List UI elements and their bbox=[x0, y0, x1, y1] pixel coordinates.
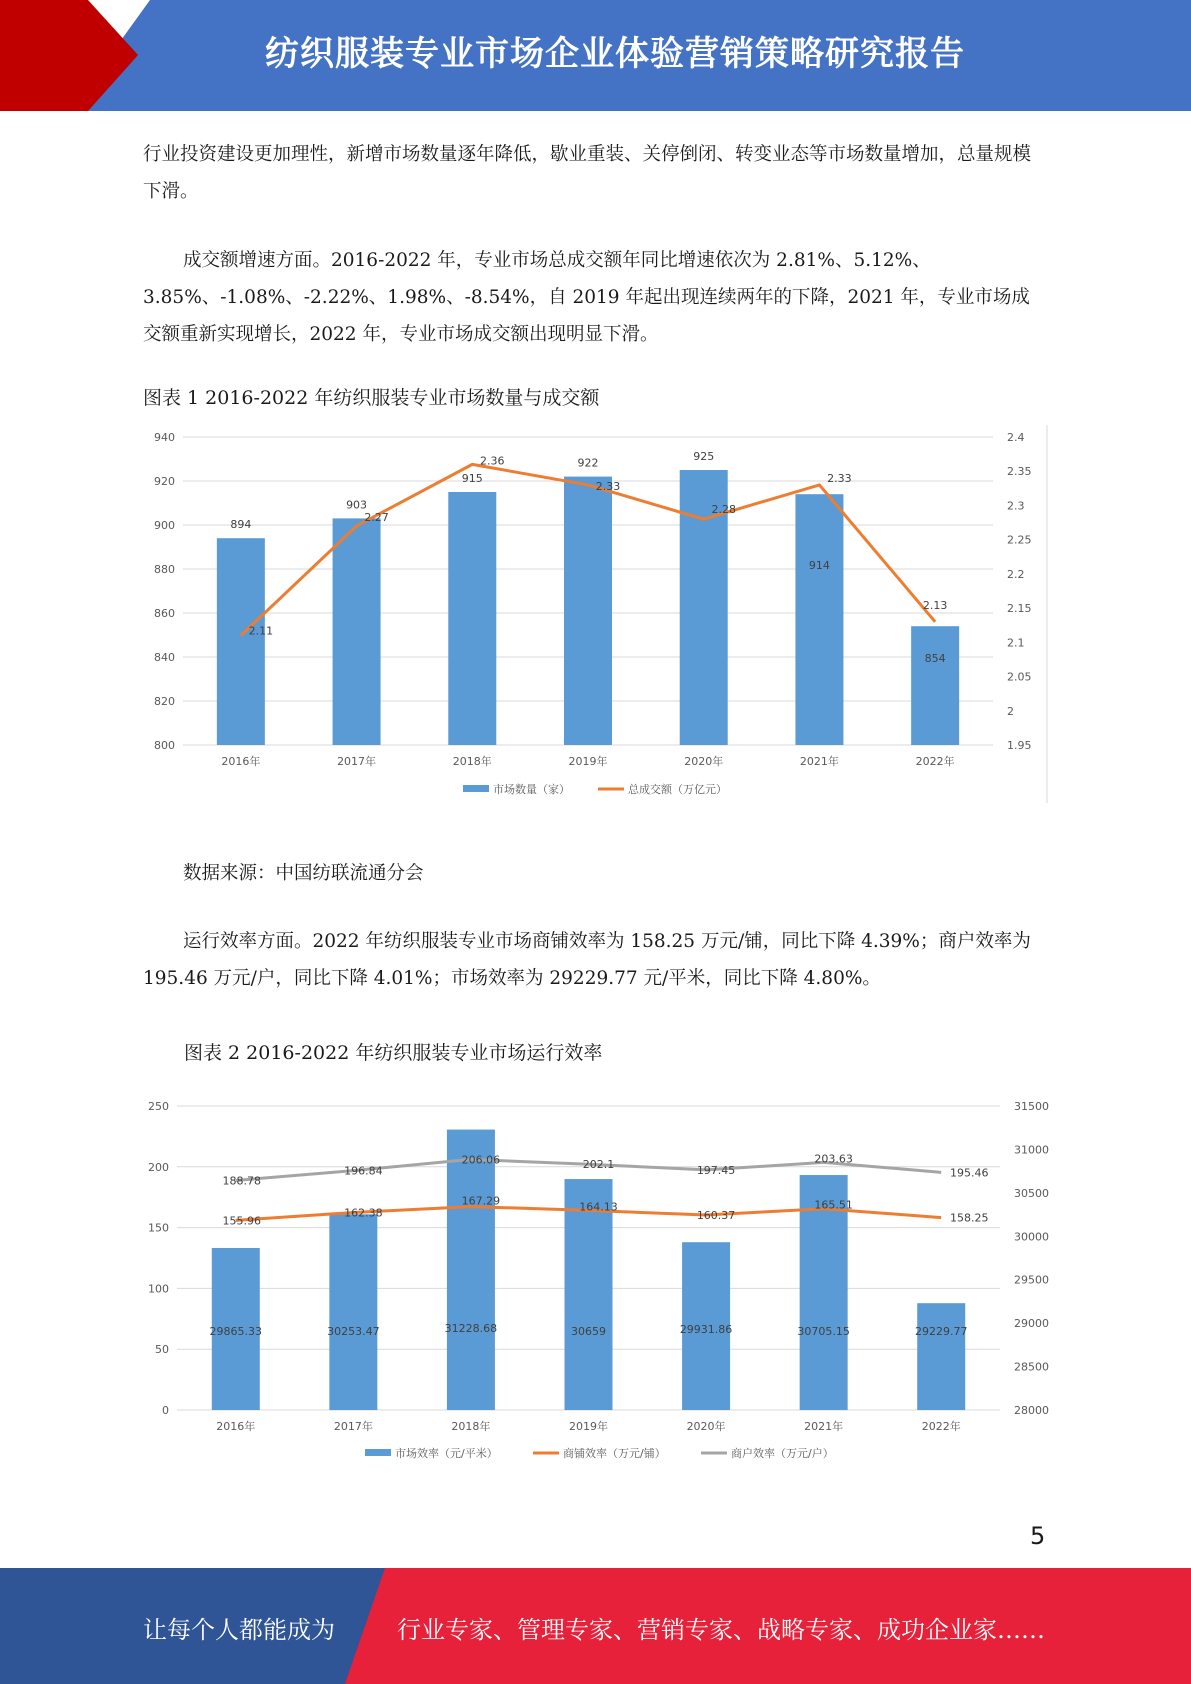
y-left-tick-label: 50 bbox=[155, 1343, 169, 1357]
chart2-caption: 图表 2 2016-2022 年纺织服装专业市场运行效率 bbox=[184, 1042, 603, 1064]
bar bbox=[917, 1303, 965, 1410]
chart-operating-efficiency bbox=[140, 1090, 1060, 1470]
bar bbox=[564, 477, 612, 745]
line-data-label: 206.06 bbox=[461, 1153, 501, 1167]
line-data-label: 160.37 bbox=[696, 1208, 736, 1222]
bar bbox=[795, 494, 843, 745]
bar-data-label: 894 bbox=[230, 518, 252, 532]
line-data-label: 203.63 bbox=[814, 1152, 853, 1166]
bar-data-label: 31228.68 bbox=[444, 1322, 498, 1335]
line-data-label: 158.25 bbox=[949, 1211, 989, 1225]
page-header bbox=[0, 0, 1191, 111]
line-data-label: 162.38 bbox=[344, 1206, 383, 1220]
bar-data-label: 925 bbox=[693, 450, 715, 463]
line-data-label: 188.78 bbox=[222, 1174, 262, 1188]
line-data-label: 197.45 bbox=[696, 1163, 736, 1177]
y-right-tick-label: 28000 bbox=[1014, 1404, 1049, 1417]
y-right-tick-label: 2.25 bbox=[1007, 533, 1032, 547]
legend-swatch bbox=[365, 1449, 391, 1456]
bar bbox=[565, 1179, 613, 1410]
line-data-label: 2.33 bbox=[827, 471, 852, 485]
x-tick-label: 2020年 bbox=[686, 1420, 726, 1433]
chart-market-count-turnover bbox=[140, 420, 1060, 810]
y-left-tick-label: 900 bbox=[154, 519, 175, 532]
y-left-tick-label: 840 bbox=[154, 651, 175, 664]
x-tick-label: 2016年 bbox=[221, 755, 261, 768]
x-tick-label: 2017年 bbox=[337, 755, 377, 768]
x-tick-label: 2017年 bbox=[333, 1420, 373, 1433]
paragraph-market-count: 行业投资建设更加理性，新增市场数量逐年降低，歇业重装、关停倒闭、转变业态等市场数量增加，总量规模下滑。 bbox=[143, 144, 1032, 202]
x-tick-label: 2021年 bbox=[799, 755, 839, 768]
bar-data-label: 915 bbox=[461, 472, 483, 485]
footer-slogan-left: 让每个人都能成为 bbox=[143, 1616, 335, 1644]
y-right-tick-label: 1.95 bbox=[1007, 739, 1032, 752]
line-data-label: 167.29 bbox=[461, 1194, 501, 1208]
legend-entry: 商户效率（万元/户） bbox=[731, 1447, 834, 1460]
line-data-label: 2.33 bbox=[595, 479, 621, 493]
line-data-label: 165.51 bbox=[814, 1198, 853, 1212]
bar bbox=[333, 518, 381, 745]
x-tick-label: 2020年 bbox=[684, 755, 724, 768]
legend-entry: 总成交额（万亿元） bbox=[628, 783, 727, 796]
bar-data-label: 30705.15 bbox=[797, 1325, 850, 1338]
line-data-label: 2.13 bbox=[922, 598, 948, 612]
y-right-tick-label: 2.3 bbox=[1007, 499, 1025, 513]
x-tick-label: 2019年 bbox=[569, 1420, 608, 1433]
y-right-tick-label: 2.15 bbox=[1007, 602, 1032, 616]
line-data-label: 2.36 bbox=[480, 454, 505, 468]
bar-data-label: 903 bbox=[346, 498, 368, 512]
x-tick-label: 2018年 bbox=[451, 1420, 491, 1433]
y-right-tick-label: 30000 bbox=[1014, 1230, 1049, 1244]
y-left-tick-label: 150 bbox=[148, 1221, 169, 1235]
line-data-label: 195.46 bbox=[949, 1166, 989, 1180]
line-data-label: 2.27 bbox=[364, 510, 389, 524]
paragraph-turnover-growth: 成交额增速方面。2016-2022 年，专业市场总成交额年同比增速依次为 2.81%、5.12%、3.85%、-1.08%、-2.22%、1.98%、-8.54%，自 2019 年起出现连续两年的下降，2021 年，专业市场成交额重新实现增长，2022 年，专业市场成交额出现明显下滑。 bbox=[143, 250, 1030, 345]
legend-entry: 商铺效率（万元/铺） bbox=[563, 1447, 666, 1460]
page-number: 5 bbox=[1030, 1522, 1046, 1550]
y-left-tick-label: 250 bbox=[148, 1100, 169, 1113]
y-right-tick-label: 2 bbox=[1007, 704, 1014, 718]
y-left-tick-label: 940 bbox=[154, 431, 175, 444]
bar-data-label: 29931.86 bbox=[679, 1323, 733, 1336]
y-left-tick-label: 200 bbox=[148, 1160, 169, 1174]
x-tick-label: 2021年 bbox=[804, 1420, 844, 1433]
line-data-label: 196.84 bbox=[344, 1164, 383, 1178]
bar bbox=[217, 538, 265, 745]
y-left-tick-label: 880 bbox=[154, 563, 175, 576]
bar-data-label: 914 bbox=[808, 559, 830, 573]
legend-swatch bbox=[463, 785, 489, 792]
legend-entry: 市场数量（家） bbox=[493, 783, 570, 796]
y-right-tick-label: 30500 bbox=[1014, 1186, 1049, 1200]
y-left-tick-label: 100 bbox=[148, 1282, 169, 1296]
report-title: 纺织服装专业市场企业体验营销策略研究报告 bbox=[265, 34, 965, 74]
chart1-caption: 图表 1 2016-2022 年纺织服装专业市场数量与成交额 bbox=[143, 387, 600, 409]
bar bbox=[447, 1130, 495, 1410]
bar-data-label: 922 bbox=[577, 456, 599, 470]
y-right-tick-label: 28500 bbox=[1014, 1360, 1049, 1374]
x-tick-label: 2018年 bbox=[452, 755, 492, 768]
y-right-tick-label: 2.1 bbox=[1007, 636, 1025, 650]
x-tick-label: 2022年 bbox=[915, 755, 955, 768]
y-right-tick-label: 31500 bbox=[1014, 1100, 1049, 1113]
bar-data-label: 29865.33 bbox=[209, 1325, 263, 1338]
bar-data-label: 29229.77 bbox=[914, 1325, 968, 1338]
bar bbox=[911, 626, 959, 745]
footer-slogan-right: 行业专家、管理专家、营销专家、战略专家、成功企业家…… bbox=[397, 1616, 1045, 1644]
bar-data-label: 30253.47 bbox=[327, 1325, 380, 1338]
y-left-tick-label: 820 bbox=[154, 695, 175, 708]
bar-data-label: 854 bbox=[924, 652, 946, 666]
y-left-tick-label: 0 bbox=[162, 1404, 169, 1417]
line-data-label: 202.1 bbox=[582, 1158, 615, 1172]
y-left-tick-label: 800 bbox=[154, 739, 175, 752]
y-right-tick-label: 29500 bbox=[1014, 1273, 1049, 1287]
y-left-tick-label: 860 bbox=[154, 607, 175, 620]
x-tick-label: 2022年 bbox=[921, 1420, 961, 1433]
legend-entry: 市场效率（元/平米） bbox=[395, 1447, 498, 1460]
paragraph-efficiency: 运行效率方面。2022 年纺织服装专业市场商铺效率为 158.25 万元/铺，同比下降 4.39%；商户效率为 195.46 万元/户，同比下降 4.01%；市场效率为 29229.77 元/平米，同比下降 4.80%。 bbox=[143, 931, 1031, 989]
line-data-label: 2.28 bbox=[711, 503, 736, 517]
x-tick-label: 2016年 bbox=[216, 1420, 256, 1433]
page-footer bbox=[0, 1568, 1191, 1684]
bar-data-label: 30659 bbox=[571, 1325, 606, 1338]
y-right-tick-label: 2.05 bbox=[1007, 670, 1032, 684]
line-data-label: 2.11 bbox=[248, 624, 274, 638]
line-data-label: 164.13 bbox=[579, 1200, 618, 1214]
y-right-tick-label: 2.4 bbox=[1007, 431, 1025, 444]
y-right-tick-label: 29000 bbox=[1014, 1317, 1049, 1331]
y-right-tick-label: 31000 bbox=[1014, 1143, 1049, 1157]
line-data-label: 155.96 bbox=[222, 1214, 262, 1228]
data-source-note: 数据来源：中国纺联流通分会 bbox=[183, 863, 424, 884]
bar bbox=[448, 492, 496, 745]
y-right-tick-label: 2.35 bbox=[1007, 465, 1032, 479]
bar bbox=[329, 1214, 377, 1410]
y-right-tick-label: 2.2 bbox=[1007, 567, 1025, 581]
x-tick-label: 2019年 bbox=[568, 755, 608, 768]
y-left-tick-label: 920 bbox=[154, 475, 175, 488]
